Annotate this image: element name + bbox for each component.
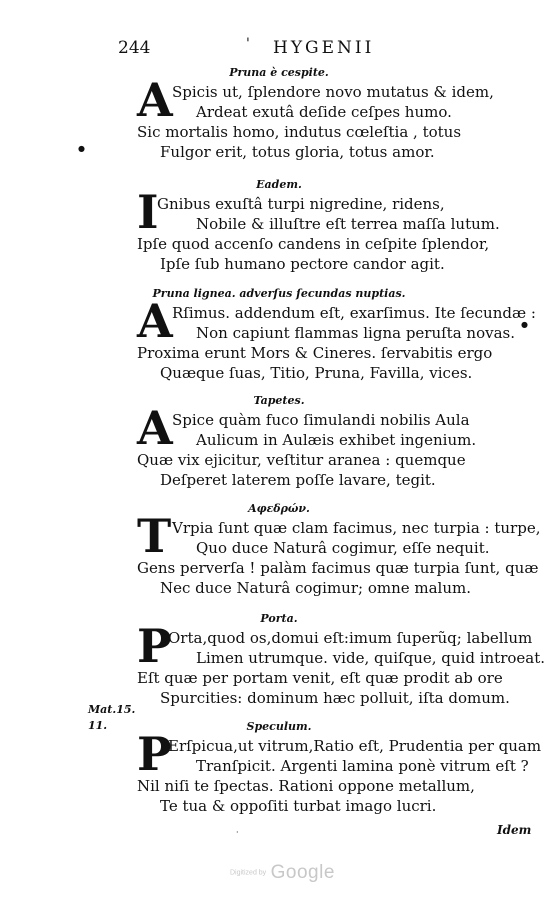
poem-title: Tapetes. bbox=[253, 394, 305, 407]
verse-line: Quæque ſuas, Titio, Pruna, Favilla, vices. bbox=[160, 364, 473, 382]
page-number: 244 bbox=[118, 38, 151, 58]
margin-reference: Mat.15. bbox=[88, 703, 136, 716]
drop-cap: T bbox=[137, 509, 172, 563]
ornament-dot: ' bbox=[246, 36, 250, 52]
poem-title: Eadem. bbox=[256, 178, 302, 191]
poem-title: Speculum. bbox=[246, 720, 312, 733]
drop-cap: A bbox=[137, 294, 173, 348]
verse-line: Erſpicua,ut vitrum,Ratio eſt, Prudentia per quam bbox=[168, 737, 542, 755]
verse-line: Ipſe quod accenſo candens in ceſpite ſplendor, bbox=[137, 235, 490, 253]
verse-line: Orta,quod os,domui eſt:imum ſuperũq; labellum bbox=[168, 629, 533, 647]
verse-line: Aulicum in Aulæis exhibet ingenium. bbox=[196, 431, 477, 449]
margin-reference: 11. bbox=[88, 719, 108, 732]
verse-line: Tranſpicit. Argenti lamina ponè vitrum eſt ? bbox=[196, 757, 529, 775]
verse-line: Nobile & illuſtre eſt terrea maſſa lutum. bbox=[196, 215, 500, 233]
verse-line: Deſperet laterem poſſe lavare, tegit. bbox=[160, 471, 436, 489]
verse-line: Ipſe ſub humano pectore candor agit. bbox=[160, 255, 445, 273]
poem-title: Pruna è cespite. bbox=[229, 66, 329, 79]
ink-speck: · bbox=[236, 828, 239, 837]
ink-speck: ● bbox=[78, 144, 85, 153]
drop-cap: I bbox=[137, 185, 159, 239]
running-head: HYGENII bbox=[273, 38, 375, 58]
drop-cap: A bbox=[137, 73, 173, 127]
drop-cap: P bbox=[137, 619, 172, 673]
verse-line: Non capiunt flammas ligna peruſta novas. bbox=[196, 324, 515, 342]
verse-line: Rſimus. addendum eſt, exarſimus. Ite ſecundæ : bbox=[172, 304, 536, 322]
verse-line: Fulgor erit, totus gloria, totus amor. bbox=[160, 143, 435, 161]
verse-line: Nil niſi te ſpectas. Rationi oppone metallum, bbox=[137, 777, 475, 795]
verse-line: Nec duce Naturâ cogimur; omne malum. bbox=[160, 579, 472, 597]
verse-line: Spicis ut, ſplendore novo mutatus & idem, bbox=[172, 83, 494, 101]
ink-speck: ● bbox=[521, 320, 528, 329]
poem-title: Pruna lignea. adverſus ſecundas nuptias. bbox=[152, 287, 406, 300]
verse-line: Limen utrumque. vide, quiſque, quid introeat. bbox=[196, 649, 546, 667]
google-logo: Google bbox=[270, 862, 335, 883]
verse-line: Proxima erunt Mors & Cineres. ſervabitis ergo bbox=[137, 344, 493, 362]
drop-cap: P bbox=[137, 727, 172, 781]
verse-line: Spurcities: dominum hæc polluit, iſta domum. bbox=[160, 689, 510, 707]
poem-title: Αφεδρών. bbox=[248, 502, 310, 515]
drop-cap: A bbox=[137, 401, 173, 455]
verse-line: Quæ vix ejicitur, veſtitur aranea : quemque bbox=[137, 451, 466, 469]
verse-line: Ardeat exutâ deſide ceſpes humo. bbox=[196, 103, 452, 121]
catchword: Idem bbox=[497, 823, 532, 837]
watermark-prefix: Digitized by bbox=[230, 869, 267, 877]
verse-line: Vrpia ſunt quæ clam facimus, nec turpia : turpe, bbox=[172, 519, 541, 537]
poem-title: Porta. bbox=[260, 612, 298, 625]
verse-line: Eſt quæ per portam venit, eſt quæ prodit ab ore bbox=[137, 669, 503, 687]
page-header bbox=[118, 38, 428, 60]
verse-line: Quo duce Naturâ cogimur, eſſe nequit. bbox=[196, 539, 490, 557]
digitized-watermark bbox=[230, 862, 335, 884]
verse-line: Gnibus exuſtâ turpi nigredine, ridens, bbox=[157, 195, 445, 213]
verse-line: Te tua & oppoſiti turbat imago lucri. bbox=[160, 797, 437, 815]
verse-line: Sic mortalis homo, indutus cœleſtia , totus bbox=[137, 123, 462, 141]
verse-line: Spice quàm fuco ſimulandi nobilis Aula bbox=[172, 411, 470, 429]
verse-line: Gens perverſa ! palàm facimus quæ turpia ſunt, quæ bbox=[137, 559, 539, 577]
